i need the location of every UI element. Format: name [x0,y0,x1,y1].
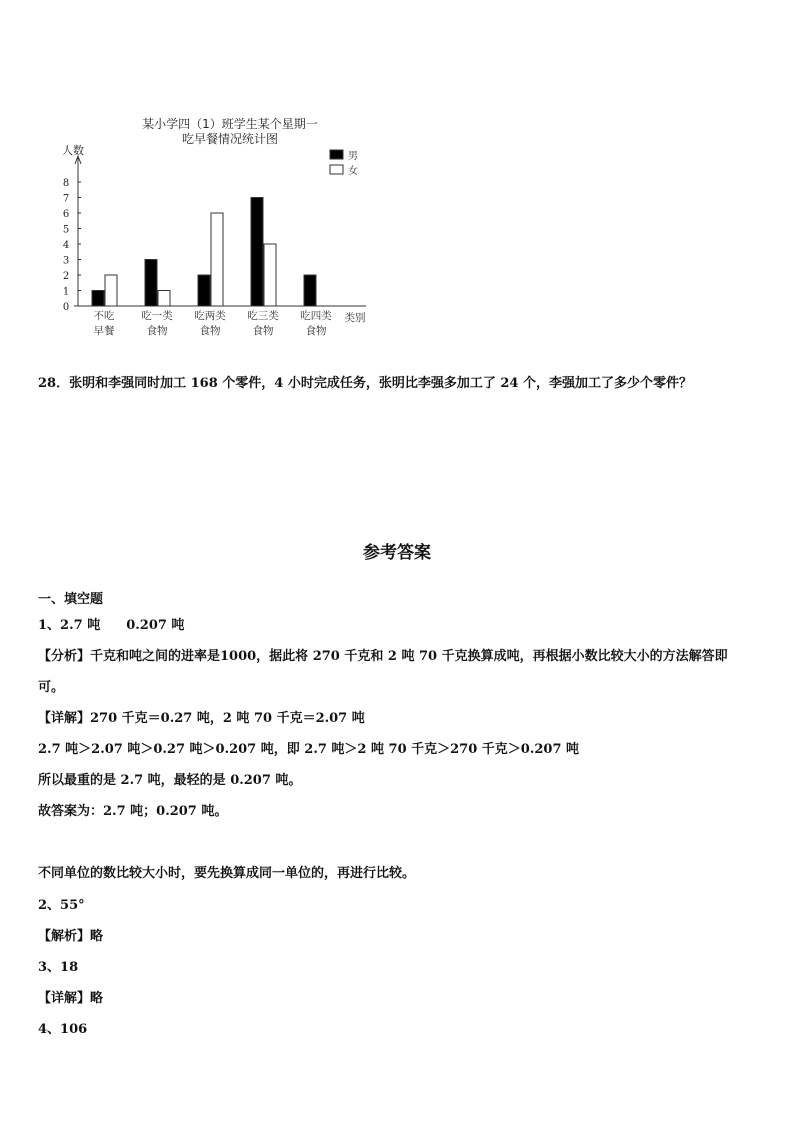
answers-heading: 参考答案 [363,543,431,563]
bar-boys [145,260,157,307]
legend-swatch [330,165,343,174]
y-axis-label: 人数 [62,144,84,157]
y-tick-label: 5 [62,224,70,236]
x-tick-label: 食物 [252,325,274,337]
answer-1-first: 1、2.7 吨 [38,618,101,633]
bar-boys [304,275,316,306]
answer-3: 3、18 [38,960,79,975]
chart-title-line: 某小学四（1）班学生某个星期一 [142,117,318,131]
answer-1-note: 不同单位的数比较大小时，要先换算成同一单位的，再进行比较。 [38,866,416,881]
x-axis-label: 类别 [344,312,366,324]
y-tick-label: 4 [62,240,70,251]
bar-girls [105,275,117,306]
bar-girls [211,213,223,306]
answer-1 [38,614,184,633]
answer-1-final: 故答案为：2.7 吨；0.207 吨。 [38,804,228,819]
y-tick-label: 1 [62,286,70,298]
answer-1-detail: 【详解】270 千克＝0.27 吨，2 吨 70 千克＝2.07 吨 [38,711,365,726]
answer-1-conclusion: 所以最重的是 2.7 吨，最轻的是 0.207 吨。 [38,773,302,788]
legend-label: 女 [348,166,358,177]
y-tick-label: 6 [62,209,70,220]
answer-2: 2、55° [38,898,85,913]
question-28: 28．张明和李强同时加工 168 个零件，4 小时完成任务，张明比李强多加工了 24 个，李强加工了多少个零件？ [38,376,692,391]
answer-2-note: 【解析】略 [38,929,104,944]
x-tick-label: 不吃 [93,310,115,322]
answer-1-analysis: 【分析】千克和吨之间的进率是1000，据此将 270 千克和 2 吨 70 千克换算成吨，再根据小数比较大小的方法解答即 [38,649,728,664]
answer-3-note: 【详解】略 [38,991,104,1006]
answer-1-second: 0.207 吨 [126,618,185,633]
chart-title-line: 吃早餐情况统计图 [181,132,279,146]
x-tick-label: 食物 [305,325,327,337]
legend-label: 男 [348,151,358,162]
x-tick-label: 食物 [146,325,168,337]
y-tick-label: 2 [62,271,70,282]
section-heading: 一、填空题 [38,592,104,607]
x-tick-label: 吃三类 [247,310,279,322]
bar-girls [264,244,276,306]
legend-swatch [330,150,343,159]
x-tick-label: 早餐 [93,325,115,337]
x-tick-label: 吃一类 [141,310,173,322]
y-tick-label: 7 [62,193,70,205]
bar-girls [158,291,170,307]
answer-4: 4、106 [38,1022,88,1037]
y-tick-label: 3 [62,255,70,267]
y-tick-label: 0 [62,302,70,313]
answer-1-compare: 2.7 吨＞2.07 吨＞0.27 吨＞0.207 吨，即 2.7 吨＞2 吨 70 千克＞270 千克＞0.207 吨 [38,742,580,757]
y-tick-label: 8 [62,178,70,189]
bar-boys [92,291,104,307]
x-tick-label: 吃四类 [300,310,332,322]
answer-1-analysis-cont: 可。 [38,680,65,695]
x-tick-label: 吃两类 [194,310,226,322]
x-tick-label: 食物 [199,325,221,337]
bar-boys [251,198,263,307]
bar-chart [50,108,380,348]
bar-boys [198,275,210,306]
